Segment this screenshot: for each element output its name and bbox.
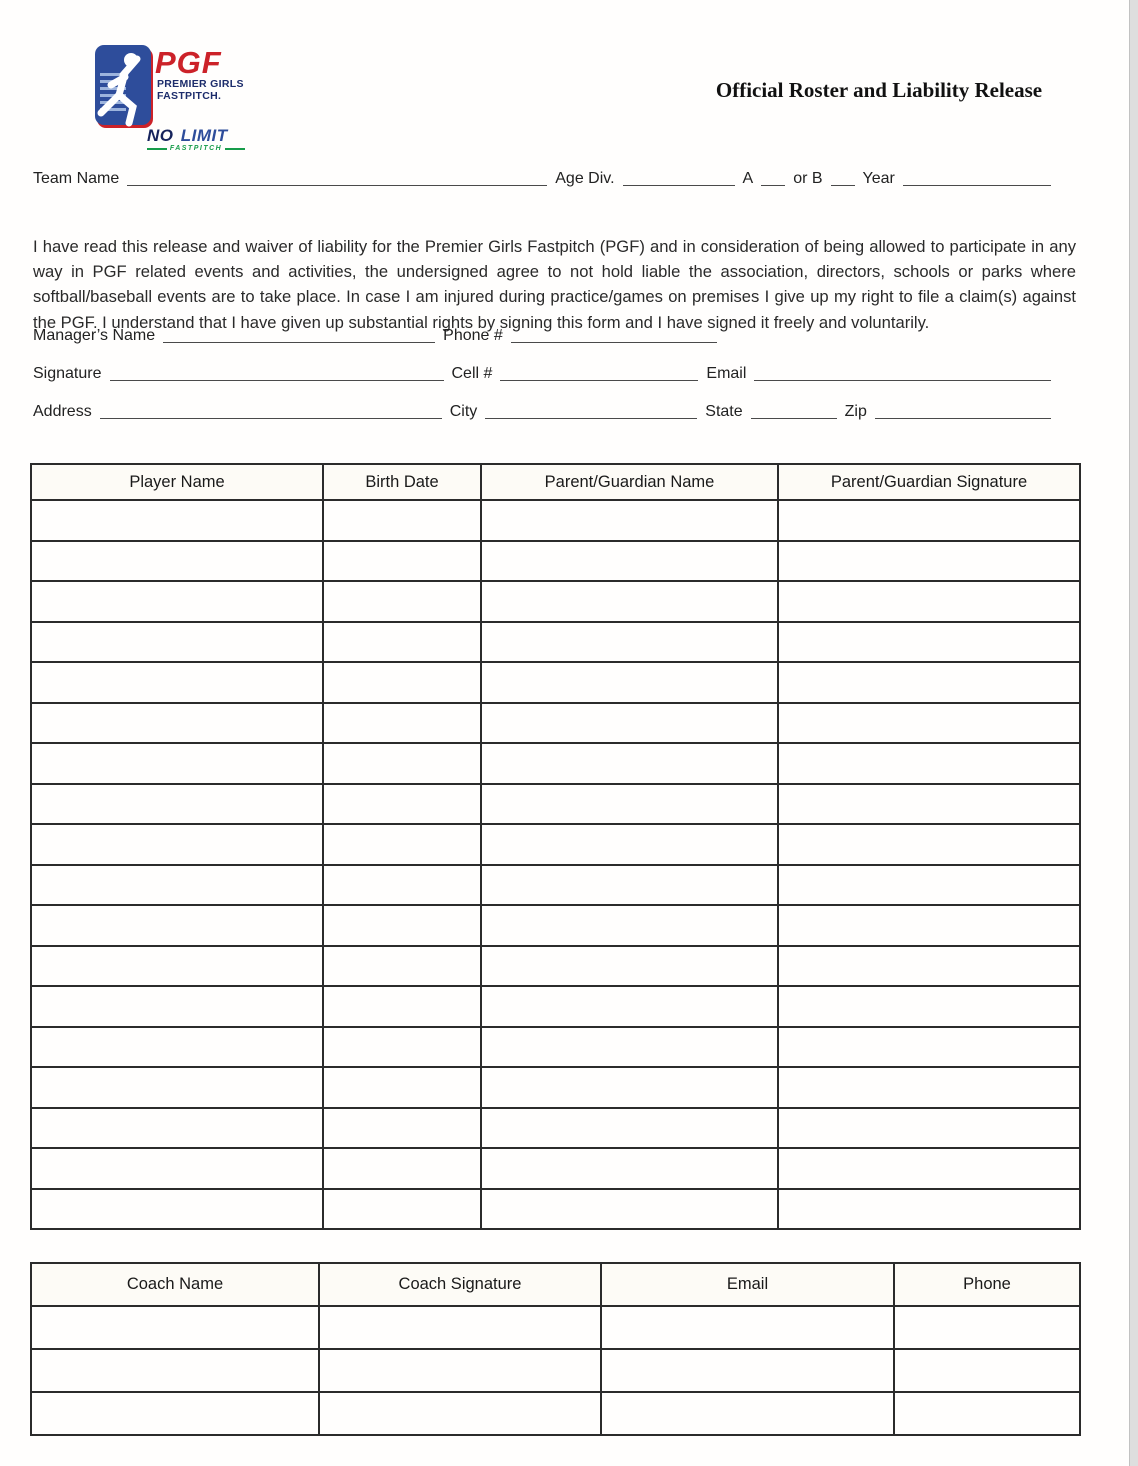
empty-cell [778, 743, 1080, 784]
column-header: Coach Name [31, 1263, 319, 1306]
empty-cell [601, 1306, 894, 1349]
empty-cell [778, 581, 1080, 622]
empty-cell [319, 1349, 601, 1392]
no-limit-limit: LIMIT [180, 126, 228, 145]
coach-body [31, 1306, 1080, 1435]
empty-cell [31, 784, 323, 825]
empty-cell [323, 1067, 481, 1108]
empty-cell [323, 1108, 481, 1149]
empty-cell [481, 703, 778, 744]
empty-cell [894, 1349, 1080, 1392]
empty-cell [31, 743, 323, 784]
empty-cell [778, 1067, 1080, 1108]
empty-cell [481, 622, 778, 663]
column-header: Parent/Guardian Name [481, 464, 778, 500]
empty-cell [31, 500, 323, 541]
table-row [31, 743, 1080, 784]
empty-cell [319, 1392, 601, 1435]
address-row [33, 403, 1059, 422]
empty-cell [778, 865, 1080, 906]
pgf-logo-badge [95, 45, 151, 125]
empty-cell [31, 662, 323, 703]
empty-cell [323, 622, 481, 663]
column-header: Parent/Guardian Signature [778, 464, 1080, 500]
table-row [31, 946, 1080, 987]
empty-cell [481, 500, 778, 541]
empty-cell [481, 581, 778, 622]
empty-cell [31, 541, 323, 582]
empty-cell [323, 1189, 481, 1230]
zip-label: Zip [844, 403, 867, 420]
no-limit-dash-left [147, 148, 167, 150]
empty-cell [31, 905, 323, 946]
empty-cell [31, 1306, 319, 1349]
empty-cell [481, 1108, 778, 1149]
empty-cell [31, 1027, 323, 1068]
team-name-label: Team Name [33, 170, 120, 187]
empty-cell [481, 986, 778, 1027]
no-limit-sub: FASTPITCH [169, 145, 223, 152]
empty-cell [778, 662, 1080, 703]
manager-name-blank [163, 327, 435, 343]
empty-cell [323, 1027, 481, 1068]
empty-cell [481, 865, 778, 906]
address-label: Address [33, 403, 92, 420]
table-row [31, 703, 1080, 744]
or-b-label: or B [793, 170, 823, 187]
column-header: Email [601, 1263, 894, 1306]
coach-table [30, 1262, 1081, 1436]
empty-cell [481, 784, 778, 825]
empty-cell [323, 865, 481, 906]
empty-cell [31, 1349, 319, 1392]
empty-cell [323, 905, 481, 946]
empty-cell [323, 581, 481, 622]
table-row [31, 622, 1080, 663]
city-label: City [449, 403, 478, 420]
empty-cell [481, 905, 778, 946]
no-limit-dash-right [225, 148, 245, 150]
a-blank [761, 170, 785, 186]
empty-cell [31, 622, 323, 663]
email-blank [754, 365, 1051, 381]
signature-label: Signature [33, 365, 102, 382]
empty-cell [481, 1148, 778, 1189]
cell-label: Cell # [451, 365, 493, 382]
empty-cell [31, 1148, 323, 1189]
logo-acronym: PGF [155, 45, 222, 80]
coach-header-row [31, 1263, 1080, 1306]
signature-row [33, 365, 1059, 384]
empty-cell [778, 1189, 1080, 1230]
year-blank [903, 170, 1051, 186]
table-row [31, 1349, 1080, 1392]
logo-org-line2: FASTPITCH. [157, 90, 222, 102]
empty-cell [778, 703, 1080, 744]
empty-cell [31, 1067, 323, 1108]
address-blank [100, 403, 442, 419]
empty-cell [778, 784, 1080, 825]
empty-cell [778, 824, 1080, 865]
no-limit-mark [147, 127, 245, 152]
roster-table [30, 463, 1081, 1230]
age-div-label: Age Div. [555, 170, 615, 187]
empty-cell [481, 541, 778, 582]
manager-row [33, 327, 1059, 346]
roster-body [31, 500, 1080, 1229]
empty-cell [323, 703, 481, 744]
empty-cell [481, 1067, 778, 1108]
table-row [31, 1027, 1080, 1068]
empty-cell [481, 946, 778, 987]
table-row [31, 986, 1080, 1027]
empty-cell [31, 1392, 319, 1435]
table-row [31, 541, 1080, 582]
empty-cell [323, 1148, 481, 1189]
empty-cell [778, 1027, 1080, 1068]
empty-cell [31, 703, 323, 744]
city-blank [485, 403, 697, 419]
empty-cell [601, 1392, 894, 1435]
liability-waiver-text: I have read this release and waiver of liability for the Premier Girls Fastpitch (PGF) and in consideration of being allowed to participate in any way in PGF related events and activities, the undersigned agree to not hold liable the association, directors, schools or parks where softball/baseball events are to take place. In case I am injured during practice/games on premises I give up my right to file a claim(s) against the PGF. I understand that I have given up substantial rights by signing this form and I have signed it freely and voluntarily. [33, 236, 1076, 332]
a-label: A [742, 170, 754, 187]
cell-blank [500, 365, 698, 381]
empty-cell [778, 500, 1080, 541]
table-row [31, 1392, 1080, 1435]
empty-cell [778, 622, 1080, 663]
zip-blank [875, 403, 1051, 419]
table-row [31, 865, 1080, 906]
empty-cell [323, 784, 481, 825]
page-edge-strip [1129, 0, 1138, 1466]
table-row [31, 581, 1080, 622]
empty-cell [31, 865, 323, 906]
b-blank [831, 170, 855, 186]
empty-cell [481, 743, 778, 784]
roster-header-row [31, 464, 1080, 500]
empty-cell [778, 1148, 1080, 1189]
empty-cell [31, 581, 323, 622]
empty-cell [323, 946, 481, 987]
empty-cell [323, 986, 481, 1027]
column-header: Phone [894, 1263, 1080, 1306]
column-header: Birth Date [323, 464, 481, 500]
state-label: State [705, 403, 743, 420]
age-div-blank [623, 170, 735, 186]
table-row [31, 1306, 1080, 1349]
empty-cell [481, 1189, 778, 1230]
table-row [31, 1148, 1080, 1189]
email-label: Email [706, 365, 747, 382]
empty-cell [31, 824, 323, 865]
table-row [31, 1067, 1080, 1108]
signature-blank [110, 365, 444, 381]
empty-cell [778, 986, 1080, 1027]
empty-cell [319, 1306, 601, 1349]
empty-cell [778, 905, 1080, 946]
empty-cell [778, 541, 1080, 582]
empty-cell [323, 662, 481, 703]
table-row [31, 1108, 1080, 1149]
phone-label: Phone # [443, 327, 503, 344]
softball-player-icon [89, 47, 157, 133]
logo-wordmark [155, 45, 244, 102]
column-header: Coach Signature [319, 1263, 601, 1306]
empty-cell [31, 946, 323, 987]
phone-blank [511, 327, 717, 343]
state-blank [751, 403, 837, 419]
page-title: Official Roster and Liability Release [715, 78, 1043, 102]
empty-cell [323, 500, 481, 541]
empty-cell [31, 1189, 323, 1230]
empty-cell [481, 662, 778, 703]
empty-cell [894, 1392, 1080, 1435]
table-row [31, 824, 1080, 865]
manager-name-label: Manager’s Name [33, 327, 156, 344]
empty-cell [778, 946, 1080, 987]
team-name-blank [127, 170, 547, 186]
empty-cell [31, 1108, 323, 1149]
empty-cell [323, 824, 481, 865]
table-row [31, 905, 1080, 946]
table-row [31, 500, 1080, 541]
table-row [31, 1189, 1080, 1230]
empty-cell [481, 1027, 778, 1068]
empty-cell [481, 824, 778, 865]
year-label: Year [862, 170, 895, 187]
column-header: Player Name [31, 464, 323, 500]
empty-cell [601, 1349, 894, 1392]
pgf-logo [95, 45, 245, 152]
empty-cell [31, 986, 323, 1027]
no-limit-no: NO [147, 126, 174, 145]
empty-cell [778, 1108, 1080, 1149]
logo-org-line1: PREMIER GIRLS [157, 78, 244, 90]
empty-cell [323, 743, 481, 784]
table-row [31, 784, 1080, 825]
table-row [31, 662, 1080, 703]
empty-cell [894, 1306, 1080, 1349]
team-name-row [33, 170, 1059, 189]
empty-cell [323, 541, 481, 582]
